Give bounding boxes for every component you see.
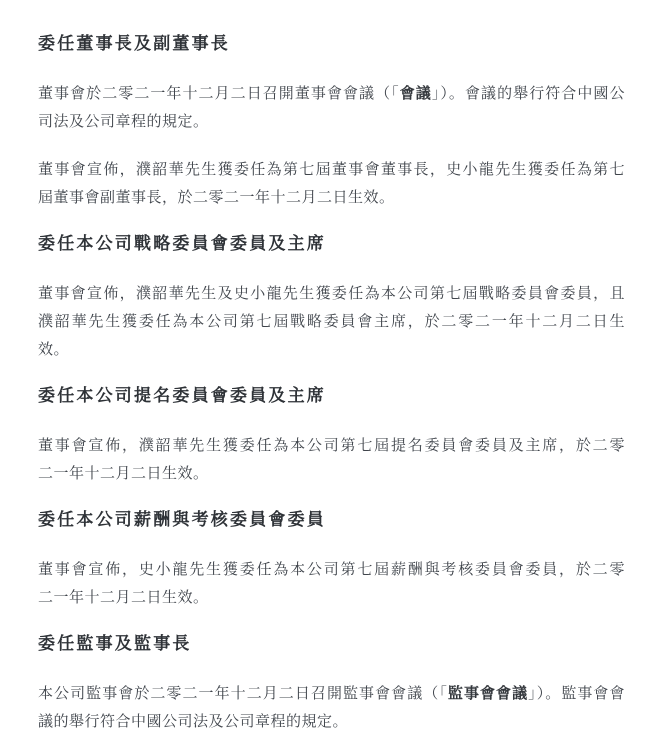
line-text: 董事會宣佈，濮韶華先生獲委任為本公司第七屆提名委員會委員及主席，於二零 — [38, 438, 625, 454]
line-text: 效。 — [38, 342, 70, 358]
text-line — [38, 184, 625, 212]
section-remuneration-committee — [38, 508, 625, 612]
paragraph — [38, 156, 625, 212]
line-text: 議的舉行符合中國公司法及公司章程的規定。 — [38, 714, 349, 730]
section-strategy-committee — [38, 232, 625, 364]
paragraph — [38, 280, 625, 364]
line-text: 」）。會議的舉行符合中國公 — [431, 86, 625, 102]
section-nomination-committee — [38, 384, 625, 488]
line-text: 二一年十二月二日生效。 — [38, 466, 209, 482]
section-heading: 委任本公司戰略委員會委員及主席 — [38, 234, 326, 253]
text-line — [38, 432, 625, 460]
paragraph — [38, 432, 625, 488]
section-heading: 委任董事長及副董事長 — [38, 34, 230, 53]
text-line — [38, 280, 625, 308]
line-text: 董事會宣佈，濮韶華先生及史小龍先生獲委任為本公司第七屆戰略委員會委員，且 — [38, 286, 625, 302]
section-supervisors — [38, 632, 625, 736]
line-text: 屆董事會副董事長，於二零二一年十二月二日生效。 — [38, 190, 395, 206]
line-text: 」）。監事會會 — [528, 686, 625, 702]
text-line — [38, 584, 625, 612]
text-line — [38, 80, 625, 108]
text-line — [38, 108, 625, 136]
line-text: 司法及公司章程的規定。 — [38, 114, 209, 130]
paragraph — [38, 80, 625, 136]
defined-term: 會議 — [399, 86, 432, 102]
paragraph — [38, 556, 625, 612]
text-line — [38, 680, 625, 708]
text-line — [38, 556, 625, 584]
paragraph — [38, 680, 625, 736]
text-line — [38, 708, 625, 736]
section-heading: 委任本公司提名委員會委員及主席 — [38, 386, 326, 405]
line-text: 本公司監事會於二零二一年十二月二日召開監事會會議（「 — [38, 686, 448, 702]
line-text: 濮韶華先生獲委任為本公司第七屆戰略委員會主席，於二零二一年十二月二日生 — [38, 314, 625, 330]
line-text: 董事會於二零二一年十二月二日召開董事會會議（「 — [38, 86, 400, 102]
line-text: 董事會宣佈，史小龍先生獲委任為本公司第七屆薪酬與考核委員會委員，於二零 — [38, 562, 625, 578]
section-chairman-vice-chairman — [38, 32, 625, 212]
text-line — [38, 460, 625, 488]
text-line — [38, 308, 625, 336]
section-heading: 委任監事及監事長 — [38, 634, 192, 653]
text-line — [38, 336, 625, 364]
section-heading: 委任本公司薪酬與考核委員會委員 — [38, 510, 326, 529]
defined-term: 監事會會議 — [447, 686, 529, 702]
line-text: 董事會宣佈，濮韶華先生獲委任為第七屆董事會董事長，史小龍先生獲委任為第七 — [38, 162, 625, 178]
text-line — [38, 156, 625, 184]
line-text: 二一年十二月二日生效。 — [38, 590, 209, 606]
